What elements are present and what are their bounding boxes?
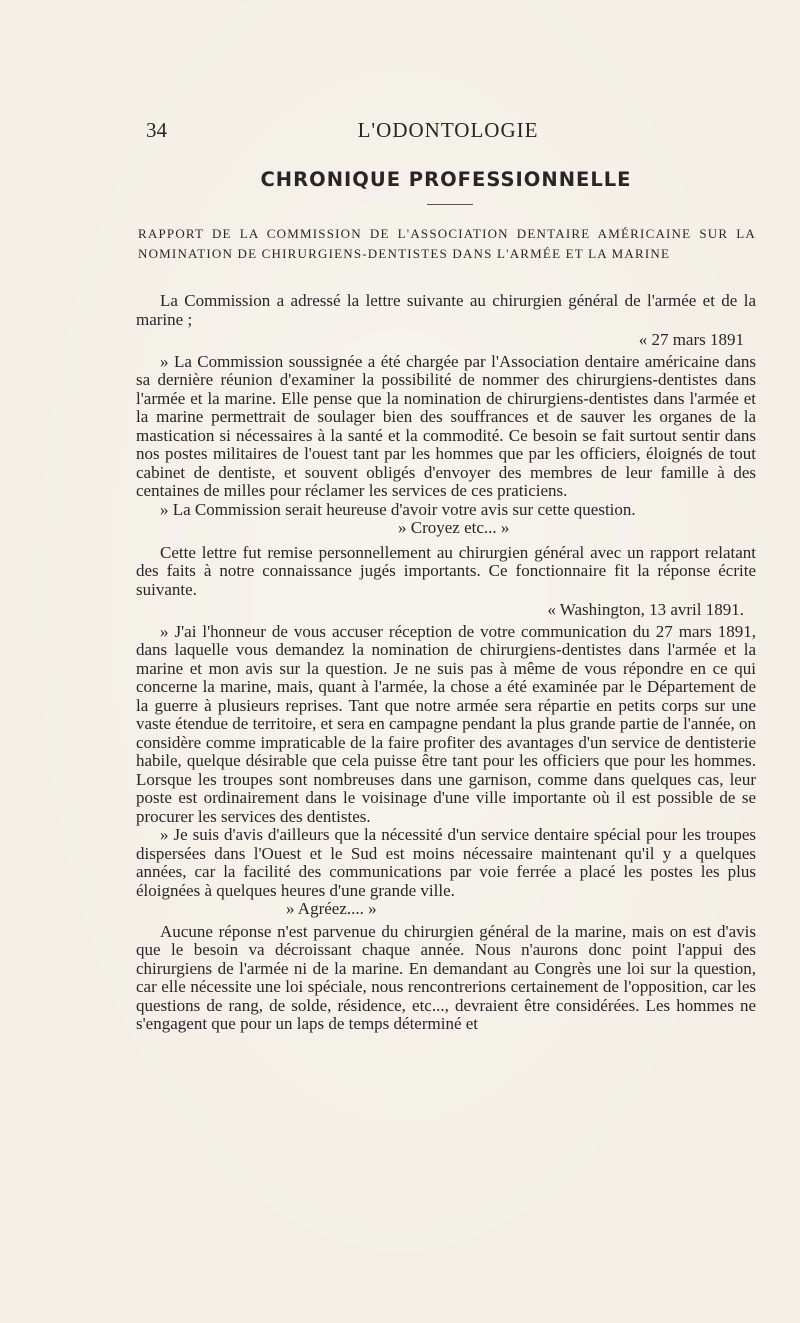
intro-paragraph: La Commission a adressé la lettre suivante au chirurgien général de l'armée et de la marine ; <box>136 291 756 329</box>
letter2-paragraph-1: » J'ai l'honneur de vous accuser réception de votre communication du 27 mars 1891, dans laquelle vous demandez la nomination de chirurgiens-dentistes dans l'armée et la marine et mon avis sur la question. Je ne suis pas à même de vous répondre en ce qui concerne la marine, mais, quant à l'armée, la chose a été examinée par le Département de la guerre à plusieurs reprises. Tant que notre armée sera répartie en petits corps sur une vaste étendue de territoire, et sera en campagne pendant la plus grande partie de l'année, on considère comme impraticable de la faire profiter des avantages d'un service de dentisterie habile, quelque désirable que cela puisse être tant pour les officiers que pour les hommes. Lorsque les troupes sont nombreuses dans une garnison, comme dans quelques cas, leur poste est ordinairement dans le voisinage d'une ville importante où il est possible de se procurer les services des dentistes. <box>136 621 756 826</box>
section-title: CHRONIQUE PROFESSIONNELLE <box>260 168 632 191</box>
letter2-date: « Washington, 13 avril 1891. <box>547 600 744 619</box>
transition-paragraph: Cette lettre fut remise personnellement au chirurgien général avec un rapport relatant des faits à notre connaissance jugés importants. Ce fonctionnaire fit la réponse écrite suivante. <box>136 542 756 599</box>
letter2-paragraph-2: » Je suis d'avis d'ailleurs que la nécessité d'un service dentaire spécial pour les troupes dispersées dans l'Ouest et le Sud est moins nécessaire maintenant qu'il y a quelques années, car la facilité des communications par voie ferrée a placé les postes les plus éloignées à quelques heures d'une grande ville. <box>136 825 756 900</box>
conclusion-paragraph: Aucune réponse n'est parvenue du chirurgien général de la marine, mais on est d'avis que le besoin va décroissant chaque année. Nous n'aurons donc point l'appui des chirurgiens de l'armée ni de la marine. En demandant au Congrès une loi sur la question, car elle nécessite une loi spéciale, nous rencontrerions certainement de l'opposition, car les questions de rang, de solde, résidence, etc..., devraient être considérées. Les hommes ne s'engagent que pour un laps de temps déterminé et <box>136 921 756 1033</box>
report-title: RAPPORT DE LA COMMISSION DE L'ASSOCIATION DENTAIRE AMÉRICAINE SUR LA NOMINATION DE CHIRURGIENS-DENTISTES DANS L'ARMÉE ET LA MARINE <box>138 226 756 261</box>
letter2-closing: » Agréez.... » <box>286 899 377 918</box>
title-divider <box>427 204 473 205</box>
page-header <box>146 118 750 144</box>
article-body <box>136 292 756 1034</box>
letter1-date: « 27 mars 1891 <box>638 330 744 349</box>
letter1-closing: » Croyez etc... » <box>398 518 510 537</box>
running-title: L'ODONTOLOGIE <box>357 118 539 142</box>
letter1-paragraph-2: » La Commission serait heureuse d'avoir votre avis sur cette question. <box>160 499 636 519</box>
page-number: 34 <box>146 118 167 142</box>
letter1-paragraph-1: » La Commission soussignée a été chargée par l'Association dentaire américaine dans sa dernière réunion d'examiner la possibilité de nommer des chirurgiens-dentistes dans l'armée et la marine. Elle pense que la nomination de chirurgiens-dentistes dans l'armée et la marine permettrait de soulager bien des souffrances et de sauver les organes de la mastication si nécessaires à la santé et la commodité. Ce besoin se fait surtout sentir dans nos postes militaires de l'ouest tant par les hommes que par les officiers, éloignés de tout cabinet de dentiste, et souvent obligés d'envoyer des membres de leur famille à des centaines de milles pour réclamer les services de ces praticiens. <box>136 351 756 500</box>
